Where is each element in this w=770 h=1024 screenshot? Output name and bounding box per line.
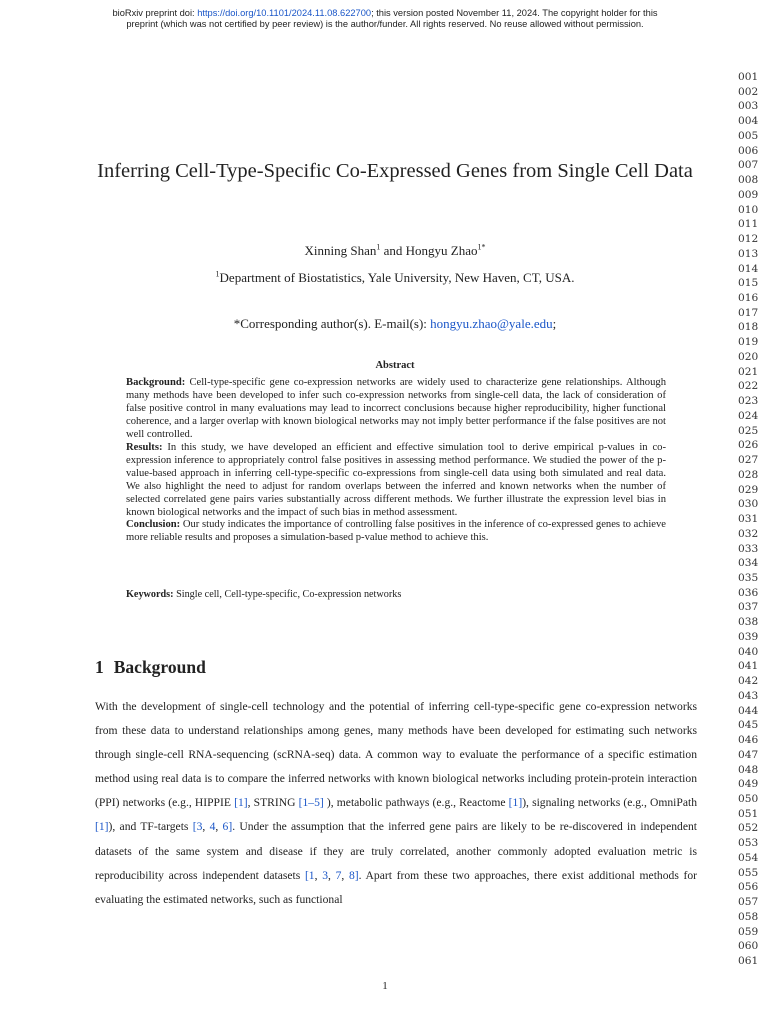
citation-link[interactable]: 8] — [348, 868, 359, 882]
line-number: 056 — [738, 881, 759, 894]
line-number: 014 — [738, 262, 759, 275]
line-number: 021 — [738, 365, 759, 378]
line-number: 036 — [738, 586, 759, 599]
line-number: 029 — [738, 483, 759, 496]
citation-link[interactable]: 6] — [222, 820, 233, 834]
citation-link[interactable]: 3 — [322, 868, 328, 882]
line-number: 049 — [738, 778, 759, 791]
line-number: 017 — [738, 306, 759, 319]
affiliation: $^1$Department of Biostatistics, Yale University, New Haven, CT, USA. — [215, 269, 575, 285]
email-link[interactable]: hongyu.zhao@yale.edu — [430, 316, 553, 331]
line-number: 004 — [738, 115, 759, 128]
line-number: 057 — [738, 896, 759, 909]
line-number: 051 — [738, 807, 759, 820]
line-number: 030 — [738, 498, 759, 511]
abstract-results: Results: In this study, we have developed an efficient and effective simulation tool to derive empirical p-values in co-expression inference to appropriately control false positives in assessing method performance. We studied the power of the p-value-based approach in inferring cell-type-specific co-expressions from single-cell data using both simulated and real data. We also highlight the need to adjust for random overlaps between the inferred and known networks when the number of selected correlated gene pairs varies substantially across different methods. We further illustrate the expression level bias in known biological networks and the impact of such bias in method assessment. — [126, 441, 666, 518]
line-number: 061 — [738, 955, 759, 968]
line-number: 046 — [738, 734, 759, 747]
affiliation-marker: 1 — [215, 269, 220, 279]
corresponding-author: *Corresponding author(s). E-mail(s): hongyu.zhao@yale.edu; — [233, 316, 557, 331]
line-number: 024 — [738, 409, 759, 422]
line-number: 034 — [738, 557, 759, 570]
body-paragraph: With the development of single-cell technology and the potential of inferring cell-type-specific gene co-expression networks from these data to understand relationships among genes, many methods have been developed for estimating such networks through single-cell RNA-sequencing (scRNA-seq) data. A common way to evaluate the performance of a specific estimation method using real data is to compare the inferred networks with known biological networks including protein-protein interaction (PPI) networks (e.g., HIPPIE [1], STRING [1–5] ), metabolic pathways (e.g., Reactome [1]), signaling networks (e.g., OmniPath [1]), and TF-targets [3, 4, 6]. Under the assumption that the inferred gene pairs are likely to be re-discovered in independent datasets of the same system and disease if they are truly correlated, another commonly adopted evaluation metric is reproducibility across independent datasets [1, 3, 7, 8]. Apart from these two approaches, there exist additional methods for evaluating the estimated networks, such as functional — [95, 700, 698, 906]
abstract-body — [126, 377, 666, 545]
line-number: 050 — [738, 792, 759, 805]
line-number: 007 — [738, 159, 759, 172]
citation-link[interactable]: [1–5] — [298, 796, 324, 810]
line-number: 040 — [738, 645, 759, 658]
section-number: 1 — [95, 657, 104, 677]
line-number: 038 — [738, 616, 759, 629]
line-number: 022 — [738, 380, 759, 393]
line-number: 033 — [738, 542, 759, 555]
abstract-background: Background: Cell-type-specific gene co-expression networks are widely used to characterize gene relationships. Although many methods have been developed to infer such co-expression networks from single-cell data, the lack of consideration of false positive control in many evaluations may lead to incorrect conclusions because higher reproducibility, higher functional coherence, and a larger overlap with known biological networks may not imply better performance if the false positives are not well controlled. — [126, 377, 666, 440]
citation-link[interactable]: 7 — [335, 868, 342, 882]
line-number: 018 — [738, 321, 759, 334]
line-number: 020 — [738, 350, 759, 363]
line-number: 044 — [738, 704, 759, 717]
keywords: Keywords: Single cell, Cell-type-specific, Co-expression networks — [126, 589, 402, 600]
line-number: 045 — [738, 719, 759, 732]
line-number: 025 — [738, 424, 759, 437]
preprint-notice-line1: bioRxiv preprint doi: https://doi.org/10.1101/2024.11.08.622700; this version posted November 11, 2024. The copyright holder for this — [112, 8, 658, 18]
citation-link[interactable]: [1] — [508, 796, 523, 810]
author-name: Hongyu Zhao — [405, 243, 478, 258]
author-list: Xinning Shan$^1$ and Hongyu Zhao$^{1*}$ — [304, 242, 486, 258]
page-number: 1 — [382, 980, 388, 992]
line-number: 041 — [738, 660, 759, 673]
preprint-notice — [0, 8, 770, 29]
affiliation-marker: 1* — [477, 242, 486, 252]
line-numbers — [738, 70, 768, 969]
line-number: 015 — [738, 277, 759, 290]
line-number: 008 — [738, 174, 759, 187]
section-heading — [95, 657, 206, 678]
citation-link[interactable]: [1] — [95, 820, 109, 834]
line-number: 039 — [738, 630, 759, 643]
preprint-notice-line2: preprint (which was not certified by peer review) is the author/funder. All rights reserved. No reuse allowed without permission. — [126, 18, 644, 29]
citation-link[interactable]: 4 — [209, 820, 216, 834]
line-number: 035 — [738, 571, 759, 584]
doi-link[interactable]: https://doi.org/10.1101/2024.11.08.622700 — [197, 8, 372, 18]
line-number: 037 — [738, 601, 759, 614]
line-number: 043 — [738, 689, 759, 702]
line-number: 013 — [738, 247, 759, 260]
line-number: 023 — [738, 395, 759, 408]
line-number: 012 — [738, 233, 759, 246]
section-title: Background — [113, 657, 206, 677]
line-number: 054 — [738, 851, 759, 864]
line-number: 060 — [738, 940, 759, 953]
line-number: 005 — [738, 129, 759, 142]
line-number: 026 — [738, 439, 759, 452]
citation-link[interactable]: [3 — [192, 820, 203, 834]
line-number: 058 — [738, 910, 759, 923]
abstract-heading: Abstract — [375, 360, 415, 371]
abstract-conclusion: Conclusion: Our study indicates the importance of controlling false positives in the inference of co-expressed genes to achieve more reliable results and proposes a simulation-based p-value method to achieve this. — [126, 519, 666, 544]
line-number: 003 — [738, 100, 759, 113]
line-number: 042 — [738, 675, 759, 688]
line-number: 011 — [738, 218, 759, 231]
affiliation-marker: 1 — [376, 242, 381, 252]
citation-link[interactable]: [1 — [304, 868, 315, 882]
author-name: Xinning Shan — [304, 243, 377, 258]
line-number: 006 — [738, 144, 759, 157]
line-number: 059 — [738, 925, 759, 938]
line-number: 002 — [738, 85, 759, 98]
line-number: 048 — [738, 763, 759, 776]
citation-link[interactable]: [1] — [234, 796, 248, 810]
line-number: 019 — [738, 336, 759, 349]
line-number: 009 — [738, 188, 759, 201]
line-number: 053 — [738, 837, 759, 850]
line-number: 028 — [738, 468, 759, 481]
paper-title: Inferring Cell-Type-Specific Co-Expressed Genes from Single Cell Data — [97, 160, 693, 182]
line-number: 055 — [738, 866, 759, 879]
line-number: 047 — [738, 748, 759, 761]
line-number: 027 — [738, 454, 759, 467]
line-number: 031 — [738, 513, 759, 526]
line-number: 052 — [738, 822, 759, 835]
line-number: 010 — [738, 203, 759, 216]
line-number: 032 — [738, 527, 759, 540]
line-number: 001 — [738, 71, 759, 83]
line-number: 016 — [738, 292, 759, 305]
